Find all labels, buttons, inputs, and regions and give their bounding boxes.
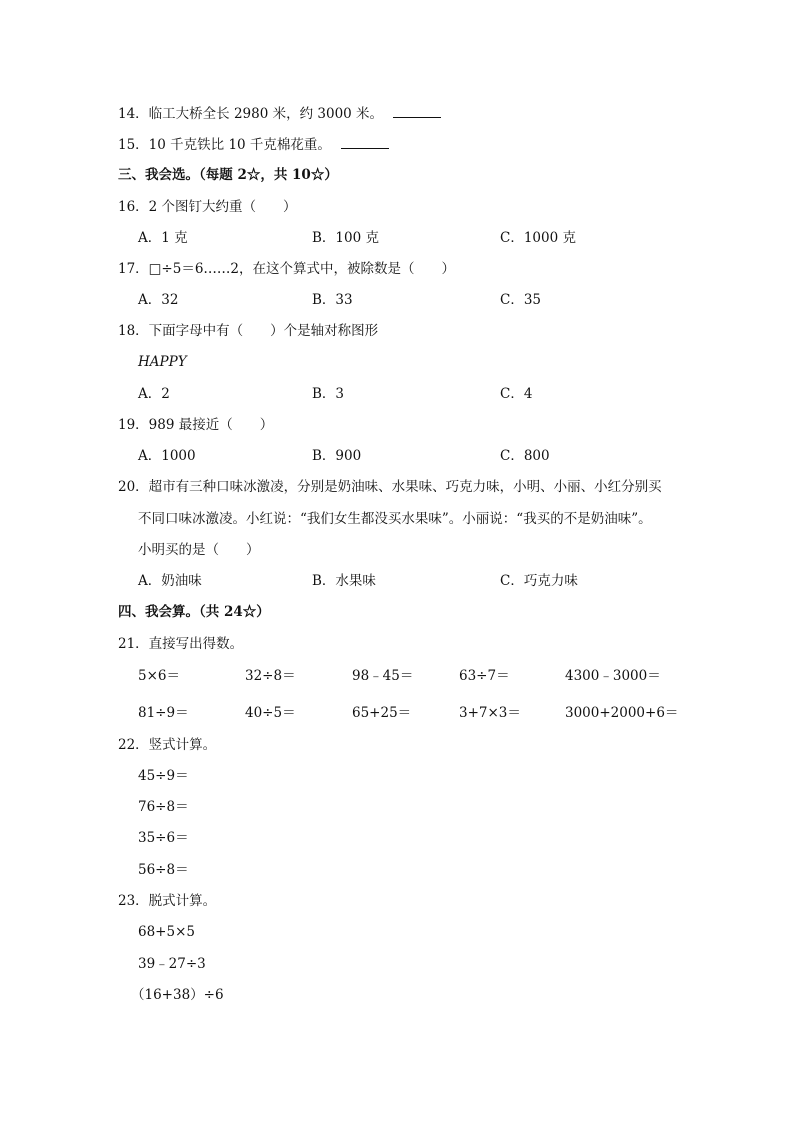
question-17-option-a[interactable]: A．32 [138,292,179,308]
oral-calc-2-2: 40÷5＝ [245,705,296,721]
question-18-option-a[interactable]: A．2 [138,386,170,402]
step-calc-3: （16+38）÷6 [131,987,224,1003]
oral-calc-1-4: 63÷7＝ [459,668,510,684]
oral-calc-2-3: 65+25＝ [352,705,412,721]
question-15 [118,136,389,154]
question-17-stem: 17．□÷5＝6……2，在这个算式中，被除数是（ ） [118,261,456,277]
section-4-title: 四、我会算。（共 24☆） [118,604,270,620]
question-18-option-c[interactable]: C．4 [500,386,533,402]
vertical-calc-3: 35÷6＝ [138,830,189,846]
question-19-option-b[interactable]: B．900 [312,448,362,464]
question-20-line-2: 不同口味冰激凌。小红说：“我们女生都没买水果味”。小丽说：“我买的不是奶油味”。 [138,511,652,527]
question-20-line-3: 小明买的是（ ） [138,542,260,558]
oral-calc-1-3: 98﹣45＝ [352,668,414,684]
question-19-option-a[interactable]: A．1000 [138,448,196,464]
vertical-calc-2: 76÷8＝ [138,799,189,815]
question-14-text: 14．临工大桥全长 2980 米，约 3000 米。 [118,106,384,122]
question-19-stem: 19．989 最接近（ ） [118,417,274,433]
step-calc-1: 68+5×5 [138,924,195,940]
question-16-option-a[interactable]: A．1 克 [138,230,188,246]
vertical-calc-4: 56÷8＝ [138,862,189,878]
question-19-option-c[interactable]: C．800 [500,448,550,464]
question-20-line-1: 20．超市有三种口味冰激凌，分别是奶油味、水果味、巧克力味，小明、小丽、小红分别买 [118,479,662,495]
question-17-option-b[interactable]: B．33 [312,292,353,308]
section-3-title: 三、我会选。（每题 2☆，共 10☆） [118,167,338,183]
oral-calc-1-5: 4300﹣3000＝ [565,668,661,684]
question-16-option-b[interactable]: B．100 克 [312,230,379,246]
oral-calc-1-2: 32÷8＝ [245,668,296,684]
question-16-option-c[interactable]: C．1000 克 [500,230,576,246]
question-22-stem: 22．竖式计算。 [118,737,217,753]
question-20-option-b[interactable]: B．水果味 [312,573,376,589]
oral-calc-2-5: 3000+2000+6＝ [565,705,679,721]
question-20-option-c[interactable]: C．巧克力味 [500,573,578,589]
answer-blank-14[interactable] [393,105,441,118]
oral-calc-1-1: 5×6＝ [138,668,180,684]
vertical-calc-1: 45÷9＝ [138,768,189,784]
question-15-text: 15．10 千克铁比 10 千克棉花重。 [118,137,331,153]
oral-calc-2-4: 3+7×3＝ [459,705,521,721]
question-18-stem: 18．下面字母中有（ ）个是轴对称图形 [118,323,379,339]
question-20-option-a[interactable]: A．奶油味 [138,573,202,589]
step-calc-2: 39﹣27÷3 [138,956,206,972]
question-17-option-c[interactable]: C．35 [500,292,542,308]
answer-blank-15[interactable] [341,136,389,149]
question-14 [118,105,441,123]
oral-calc-2-1: 81÷9＝ [138,705,189,721]
question-18-word: HAPPY [138,354,187,370]
question-16-stem: 16．2 个图钉大约重（ ） [118,199,297,215]
question-18-option-b[interactable]: B．3 [312,386,345,402]
question-21-stem: 21．直接写出得数。 [118,636,244,652]
question-23-stem: 23．脱式计算。 [118,893,217,909]
